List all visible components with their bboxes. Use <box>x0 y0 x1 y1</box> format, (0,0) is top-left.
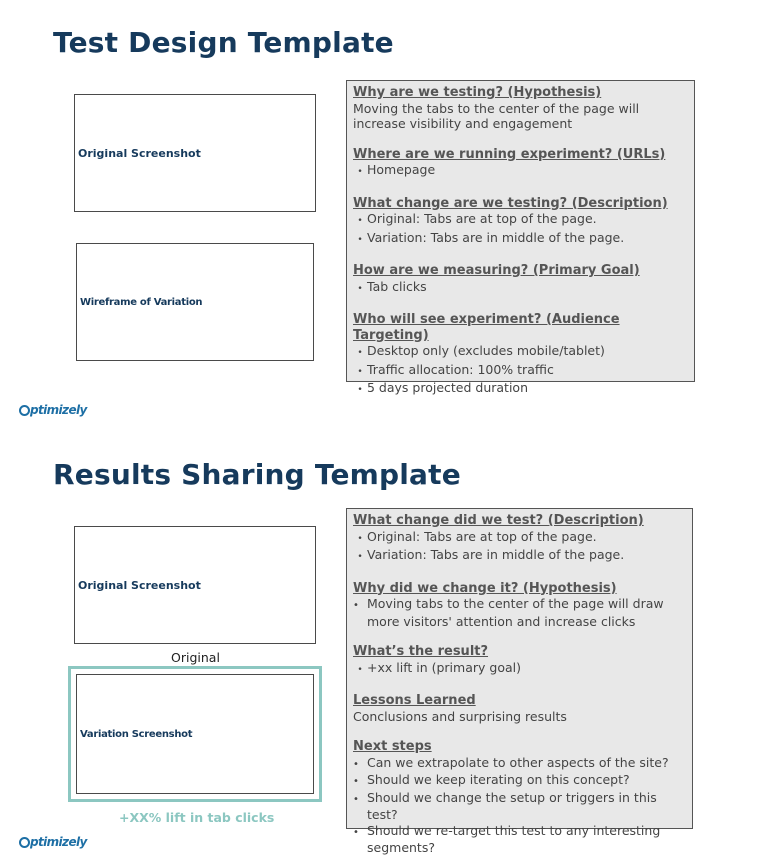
original-caption: Original <box>171 650 220 665</box>
bullet-item: • +xx lift in (primary goal) <box>353 660 686 679</box>
placeholder-label: Original Screenshot <box>78 146 201 160</box>
results-sharing-slide <box>0 432 768 864</box>
section-heading: What change are we testing? (Description) <box>353 195 668 211</box>
bullet-item: • Traffic allocation: 100% traffic <box>353 362 688 381</box>
lessons-section <box>353 693 686 724</box>
section-text: Conclusions and surprising results <box>353 708 567 724</box>
description-section <box>353 196 688 249</box>
bullet-item: • Variation: Tabs are in middle of the page. <box>353 547 686 566</box>
optimizely-o-icon <box>19 405 30 416</box>
optimizely-o-icon <box>19 837 30 848</box>
wireframe-placeholder <box>76 243 314 361</box>
audience-section <box>353 312 688 399</box>
section-heading: Next steps <box>353 739 432 754</box>
bullet-item: • Should we change the setup or triggers in this test? <box>353 790 686 823</box>
primary-goal-section <box>353 263 688 297</box>
variation-screenshot-placeholder <box>76 674 314 794</box>
optimizely-logo <box>19 403 87 417</box>
section-heading: What’s the result? <box>353 644 489 659</box>
optimizely-logo <box>19 835 87 849</box>
bullet-item: • Should we keep iterating on this concept? <box>353 772 686 790</box>
logo-text: ptimizely <box>30 403 87 417</box>
bullet-item: • Desktop only (excludes mobile/tablet) <box>353 343 688 362</box>
placeholder-label: Variation Screenshot <box>80 728 193 740</box>
section-heading: Why are we testing? (Hypothesis) <box>353 85 602 100</box>
test-plan-panel <box>346 80 695 395</box>
bullet-item: • 5 days projected duration <box>353 380 688 399</box>
lift-caption: +XX% lift in tab clicks <box>119 810 275 825</box>
description-section <box>353 513 686 566</box>
section-text: Moving the tabs to the center of the page will increase visibility and engagement <box>353 100 640 131</box>
section-heading: How are we measuring? (Primary Goal) <box>353 263 640 278</box>
hypothesis-section <box>353 581 686 630</box>
next-steps-section <box>353 739 686 856</box>
urls-section <box>353 147 688 181</box>
result-section <box>353 644 686 678</box>
slide-title: Results Sharing Template <box>53 458 461 491</box>
section-heading: Who will see experiment? (Audience Targeting) <box>353 312 620 343</box>
bullet-item: • Original: Tabs are at top of the page. <box>353 529 686 548</box>
placeholder-label: Original Screenshot <box>78 578 201 592</box>
section-heading: What change did we test? (Description) <box>353 513 644 528</box>
section-heading: Where are we running experiment? (URLs) <box>353 146 666 162</box>
bullet-item: • Variation: Tabs are in middle of the page. <box>353 230 688 249</box>
bullet-item: • Homepage <box>353 162 688 181</box>
placeholder-label: Wireframe of Variation <box>80 296 203 308</box>
bullet-item: • Original: Tabs are at top of the page. <box>353 211 688 230</box>
original-screenshot-placeholder <box>74 526 316 644</box>
slide-title: Test Design Template <box>53 26 394 59</box>
results-panel <box>346 508 693 855</box>
bullet-item: • Can we extrapolate to other aspects of the site? <box>353 755 686 773</box>
bullet-item: • Should we re-target this test to any interesting segments? <box>353 823 686 856</box>
bullet-item: • Tab clicks <box>353 279 688 298</box>
logo-text: ptimizely <box>30 835 87 849</box>
section-heading: Why did we change it? (Hypothesis) <box>353 580 617 596</box>
bullet-item: • Moving tabs to the center of the page will draw more visitors' attention and increase clicks <box>353 596 686 629</box>
section-heading: Lessons Learned <box>353 693 476 708</box>
original-screenshot-placeholder <box>74 94 316 212</box>
hypothesis-section <box>353 85 688 132</box>
